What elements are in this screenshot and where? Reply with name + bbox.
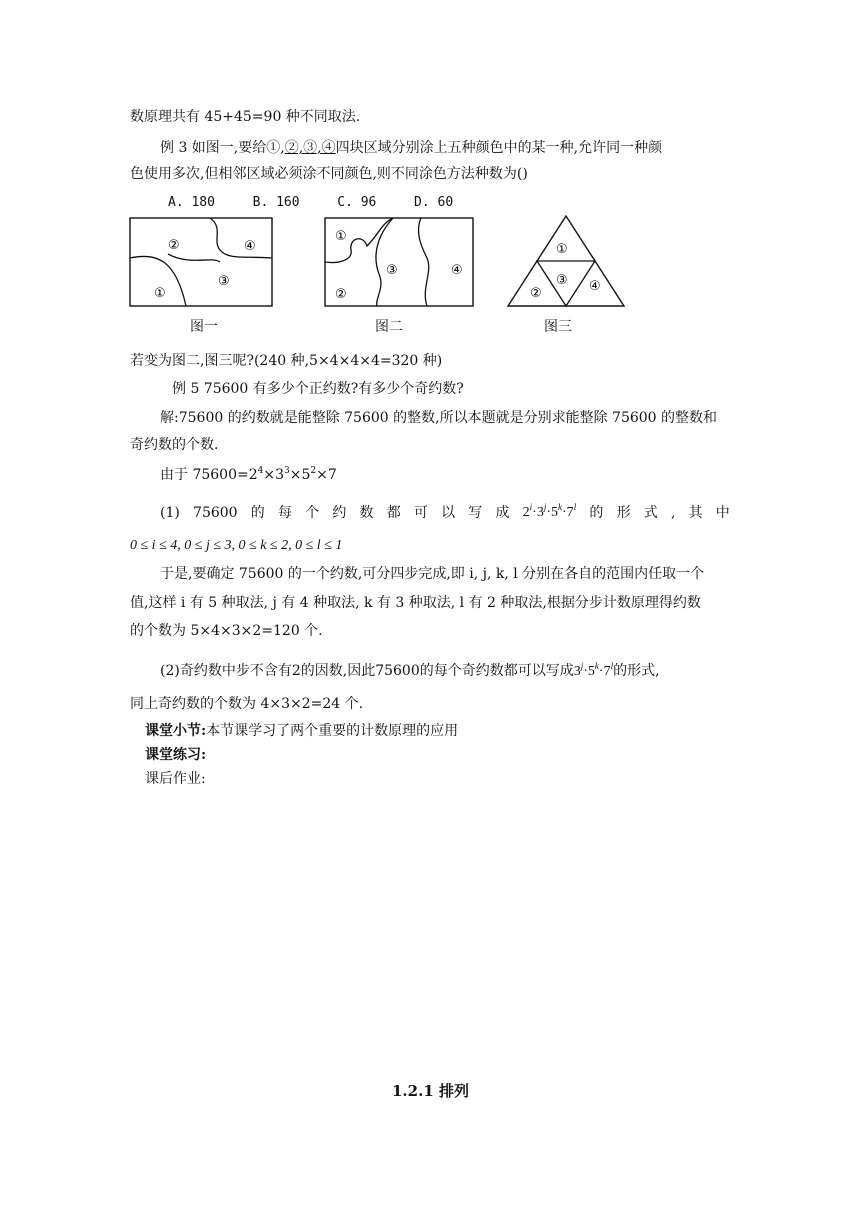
part1-word: 中 [715, 505, 730, 521]
part2-line2: 同上奇约数的个数为 4×3×2=24 个. [130, 696, 364, 712]
example3-line1-suffix: 四块区域分别涂上五种颜色中的某一种,允许同一种颜 [335, 140, 663, 156]
figure-one-label-3: ③ [218, 274, 230, 289]
part1-word: 以 [441, 505, 456, 521]
part1-word: 形 [616, 505, 631, 521]
part1-word: 的 [250, 505, 265, 521]
part1-line [160, 504, 730, 522]
exp-2: 2 [310, 466, 317, 476]
factorization-line: 由于 $75600=2^4\times 3^3\times 5^2\times 7$ [160, 466, 337, 483]
figure-one-label-1: ① [154, 286, 166, 301]
example5-solution-line1: 解:75600 的约数就是能整除 75600 的整数,所以本题就是分别求能整除 75600 的整数和 [160, 410, 718, 426]
step-line2: 值,这样 i 有 5 种取法, j 有 4 种取法, k 有 3 种取法, l 有 2 种取法,根据分步计数原理得约数 [130, 595, 701, 611]
exp-4: 4 [257, 466, 264, 476]
range-l: 0 ≤ l ≤ 1 [295, 538, 343, 553]
ranges-line: 0 ≤ i ≤ 4, 0 ≤ j ≤ 3, 0 ≤ k ≤ 2, 0 ≤ l ≤ 1 [130, 538, 343, 553]
example3-line1 [160, 139, 662, 157]
figure-three-label-2: ② [530, 286, 542, 301]
homework-label: 课后作业: [145, 771, 206, 787]
option-a: A. 180 [168, 195, 215, 210]
summary-text: 本节课学习了两个重要的计数原理的应用 [206, 723, 459, 739]
figure-two-label-3: ③ [386, 263, 398, 278]
intro-line: 数原理共有 45+45=90 种不同取法. [130, 109, 361, 125]
option-b: B. 160 [252, 195, 300, 210]
part1-word: (1) [160, 505, 180, 521]
figure-three-caption: 图三 [544, 319, 572, 335]
step-line1: 于是,要确定 75600 的一个约数,可分四步完成,即 i, j, k, l 分别在各自的范围内任取一个 [160, 566, 705, 582]
part1-word: 每 [277, 505, 292, 521]
option-c: C. 96 [337, 195, 377, 210]
factor-tail: ×7 [316, 467, 337, 483]
section-title: 1.2.1 排列 [392, 1082, 469, 1100]
range-k: 0 ≤ k ≤ 2 [238, 538, 289, 553]
part2-prefix: (2)奇约数中步不含有2的因数,因此75600的每个奇约数都可以写成 [160, 663, 574, 679]
part1-word: 75600 [193, 505, 238, 521]
figure-two-curve-c [419, 218, 429, 306]
figure-two-caption: 图二 [375, 319, 403, 335]
part1-word: 其 [688, 505, 703, 521]
example5-question: 例 5 75600 有多少个正约数?有多少个奇约数? [172, 381, 464, 397]
figure-one-curve-b [210, 218, 272, 258]
figure-three-label-3: ③ [556, 273, 568, 288]
part1-word: 个 [305, 505, 320, 521]
figure-three-label-1: ① [556, 242, 568, 257]
option-d: D. 60 [414, 195, 454, 210]
variation-line: 若变为图二,图三呢?(240 种,5×4×4×4=320 种) [130, 353, 443, 369]
example3-underlined: ②,③,④ [284, 140, 336, 156]
figure-three-label-4: ④ [589, 279, 601, 294]
divisor-form: $2^i\cdot 3^j\cdot 5^k\cdot 7^l$ [522, 502, 577, 520]
figure-one-border [130, 218, 272, 306]
part1-word: 成 [495, 505, 510, 521]
range-i: 0 ≤ i ≤ 4 [130, 538, 178, 553]
range-j: 0 ≤ j ≤ 3 [184, 538, 232, 553]
figure-one-caption: 图一 [190, 319, 218, 335]
summary-line [145, 722, 458, 740]
part1-word: , [670, 505, 676, 521]
figure-two-border [325, 218, 473, 306]
figure-two-label-4: ④ [451, 263, 463, 278]
factor-prefix: 由于 75600=2 [160, 467, 258, 483]
figure-two [323, 216, 475, 308]
figure-three [504, 212, 628, 310]
part1-word: 都 [386, 505, 401, 521]
step-line3: 的个数为 5×4×3×2=120 个. [130, 623, 323, 639]
part1-word: 数 [359, 505, 374, 521]
part1-word: 可 [413, 505, 428, 521]
part1-word: 式 [643, 505, 658, 521]
figure-one [128, 216, 276, 308]
example3-options [168, 194, 453, 212]
part1-word: 约 [332, 505, 347, 521]
practice-label: 课堂练习: [145, 747, 207, 763]
figure-two-label-2: ② [335, 287, 347, 302]
figure-one-label-4: ④ [244, 239, 256, 254]
odd-divisor-form: $3^j\cdot 5^k\cdot 7^l$ [573, 661, 614, 679]
example3-line1-prefix: 例 3 如图一,要给①, [160, 140, 285, 156]
summary-label: 课堂小节: [145, 723, 207, 739]
figure-one-curve-c [168, 254, 220, 262]
figure-two-label-1: ① [335, 229, 347, 244]
part2-line1 [160, 662, 660, 681]
figure-one-label-2: ② [168, 238, 180, 253]
part2-suffix: 的形式, [613, 663, 660, 679]
exp-3: 3 [284, 466, 290, 476]
part1-word: 写 [468, 505, 483, 521]
example3-line2: 色使用多次,但相邻区域必须涂不同颜色,则不同涂色方法种数为() [130, 166, 528, 182]
example5-solution-line2: 奇约数的个数. [130, 437, 219, 453]
part1-word: 的 [589, 505, 604, 521]
